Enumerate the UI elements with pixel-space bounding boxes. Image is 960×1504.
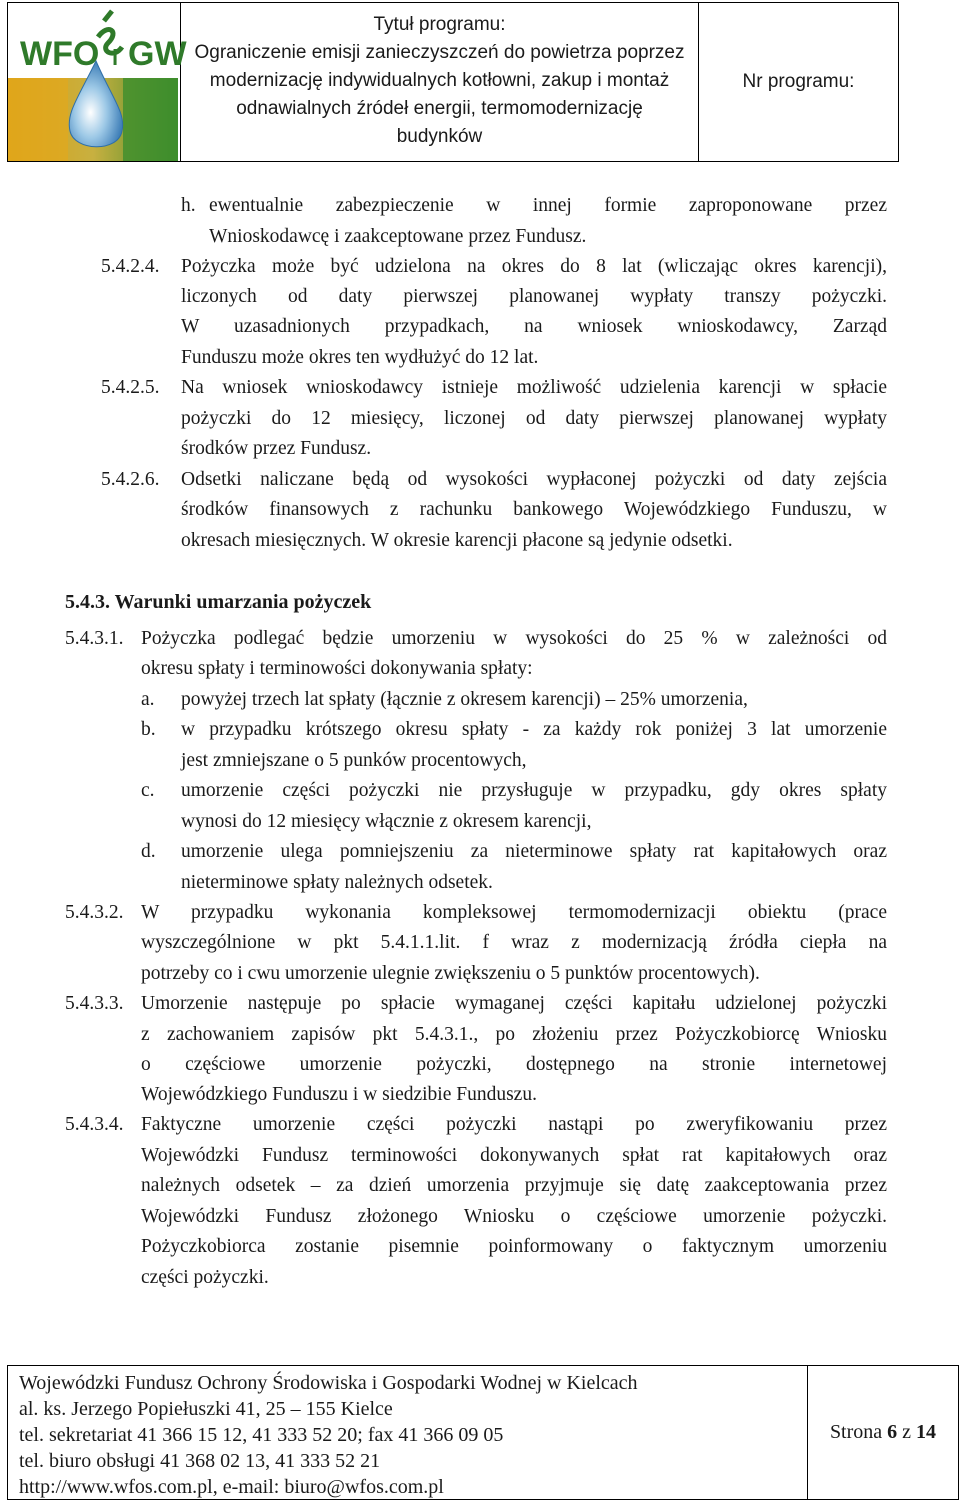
paragraph-line: Umorzenie następuje po spłacie wymaganej części kapitału udzielonej pożyczki: [141, 993, 887, 1014]
paragraph-line: pożyczki do 12 miesięcy, liczonej od daty pierwszej planowanej wypłaty: [181, 408, 887, 429]
program-number: Nr programu:: [742, 71, 855, 92]
program-title-line: odnawialnych źródeł energii, termomodernizację: [236, 98, 643, 119]
list-item-line: umorzenie ulega pomniejszeniu za nieterminowe spłaty rat kapitałowych oraz: [181, 841, 887, 862]
paragraph-number: 5.4.3.4.: [65, 1114, 124, 1135]
page-current: 6: [887, 1421, 898, 1443]
program-title: [181, 3, 699, 161]
footer-contact: [8, 1366, 808, 1499]
paragraph-line: Pożyczka może być udzielona na okres do 8 lat (wliczając okres karencji),: [181, 256, 887, 277]
paragraph-line: Odsetki naliczane będą od wysokości wypłaconej pożyczki od daty zejścia: [181, 469, 887, 490]
list-item-label: h.: [181, 195, 196, 216]
paragraph-number: 5.4.3.2.: [65, 902, 124, 923]
program-title-line: modernizację indywidualnych kotłowni, zakup i montaż: [209, 70, 670, 91]
paragraph-line: potrzeby co i cwu umorzenie ulegnie zwiększeniu o 5 punktów procentowych).: [141, 963, 760, 984]
footer-line: tel. sekretariat 41 366 15 12, 41 333 52 20; fax 41 366 09 05: [19, 1424, 504, 1446]
program-title-label: Tytuł programu:: [373, 14, 506, 35]
paragraph-line: Pożyczka podlegać będzie umorzeniu w wysokości do 25 % w zależności od: [141, 628, 887, 649]
list-item-line: jest zmniejszane o 5 punków procentowych,: [181, 750, 527, 771]
paragraph-line: okresach miesięcznych. W okresie karencji płacone są jedynie odsetki.: [181, 530, 733, 551]
program-title-line: budynków: [396, 126, 483, 147]
paragraph-line: liczonych od daty pierwszej planowanej wypłaty transzy pożyczki.: [181, 286, 887, 307]
paragraph-line: Wojewódzki Fundusz terminowości dokonywanych spłat rat kapitałowych oraz: [141, 1145, 887, 1166]
program-title-line: Ograniczenie emisji zanieczyszczeń do powietrza poprzez: [194, 42, 685, 63]
paragraph-line: Faktyczne umorzenie części pożyczki nastąpi po zweryfikowaniu przez: [141, 1114, 887, 1135]
svg-text:GW: GW: [128, 35, 187, 73]
list-item-line: nieterminowe spłaty należnych odsetek.: [181, 872, 493, 893]
footer-line: Wojewódzki Fundusz Ochrony Środowiska i Gospodarki Wodnej w Kielcach: [19, 1372, 638, 1394]
paragraph-line: Wojewódzkiego Funduszu i w siedzibie Funduszu.: [141, 1084, 537, 1105]
list-item-line: umorzenie części pożyczki nie przysługuje w przypadku, gdy okres spłaty: [181, 780, 887, 801]
paragraph-line: Funduszu może okres ten wydłużyć do 12 lat.: [181, 347, 539, 368]
document-footer: [7, 1365, 959, 1500]
paragraph-line: okresu spłaty i terminowości dokonywania spłaty:: [141, 658, 533, 679]
wfosgw-logo: [8, 3, 187, 161]
list-item-label: a.: [141, 689, 155, 710]
section-heading: 5.4.3. Warunki umarzania pożyczek: [65, 591, 372, 613]
paragraph-line: środków finansowych z rachunku bankowego Wojewódzkiego Funduszu, w: [181, 499, 887, 520]
paragraph-line: Pożyczkobiorca zostanie pisemnie poinformowany o faktycznym umorzeniu: [141, 1236, 887, 1257]
paragraph-line: o częściowe umorzenie pożyczki, dostępnego na stronie internetowej: [141, 1054, 887, 1075]
paragraph-line: środków przez Fundusz.: [181, 438, 372, 459]
footer-line: al. ks. Jerzego Popiełuszki 41, 25 – 155 Kielce: [19, 1398, 393, 1420]
logo-graphic: [8, 3, 187, 161]
footer-line: http://www.wfos.com.pl, e-mail: biuro@wfos.com.pl: [19, 1476, 444, 1498]
list-item-label: d.: [141, 841, 156, 862]
page-label: Strona: [829, 1421, 883, 1443]
svg-text:WFO: WFO: [20, 35, 100, 73]
paragraph-line: części pożyczki.: [141, 1267, 269, 1288]
list-item-label: c.: [141, 780, 155, 801]
paragraph-line: Wojewódzki Fundusz złożonego Wniosku o częściowe umorzenie pożyczki.: [141, 1206, 887, 1227]
list-item-line: w przypadku krótszego okresu spłaty - za każdy rok poniżej 3 lat umorzenie: [181, 719, 887, 740]
paragraph-line: Na wniosek wnioskodawcy istnieje możliwość udzielenia karencji w spłacie: [181, 377, 887, 398]
paragraph-line: W przypadku wykonania kompleksowej termomodernizacji obiektu (prace: [141, 902, 887, 923]
list-item-label: b.: [141, 719, 156, 740]
paragraph-line: ewentualnie zabezpieczenie w innej formie zaproponowane przez: [209, 195, 887, 216]
document-header: [7, 2, 899, 162]
page-total: 14: [916, 1421, 937, 1443]
svg-text:i: i: [112, 45, 119, 70]
paragraph-line: z zachowaniem zapisów pkt 5.4.3.1., po złożeniu przez Pożyczkobiorcę Wniosku: [141, 1024, 887, 1045]
page-number: [808, 1366, 958, 1499]
paragraph-number: 5.4.2.4.: [101, 256, 160, 277]
list-item-line: powyżej trzech lat spłaty (łącznie z okresem karencji) – 25% umorzenia,: [181, 689, 748, 710]
page-of: z: [902, 1421, 912, 1443]
paragraph-number: 5.4.2.6.: [101, 469, 160, 490]
footer-line: tel. biuro obsługi 41 368 02 13, 41 333 52 21: [19, 1450, 381, 1472]
list-item-line: wynosi do 12 miesięcy włącznie z okresem karencji,: [181, 811, 592, 832]
paragraph-number: 5.4.2.5.: [101, 377, 160, 398]
paragraph-number: 5.4.3.3.: [65, 993, 124, 1014]
paragraph-line: W uzasadnionych przypadkach, na wniosek wnioskodawcy, Zarząd: [181, 316, 887, 337]
paragraph-line: należnych odsetek – za dzień umorzenia przyjmuje się datę zaakceptowania przez: [141, 1175, 887, 1196]
paragraph-line: wyszczególnione w pkt 5.4.1.1.lit. f wraz z modernizacją źródła ciepła na: [141, 932, 887, 953]
paragraph-line: Wnioskodawcę i zaakceptowane przez Fundusz.: [209, 226, 587, 247]
paragraph-number: 5.4.3.1.: [65, 628, 124, 649]
